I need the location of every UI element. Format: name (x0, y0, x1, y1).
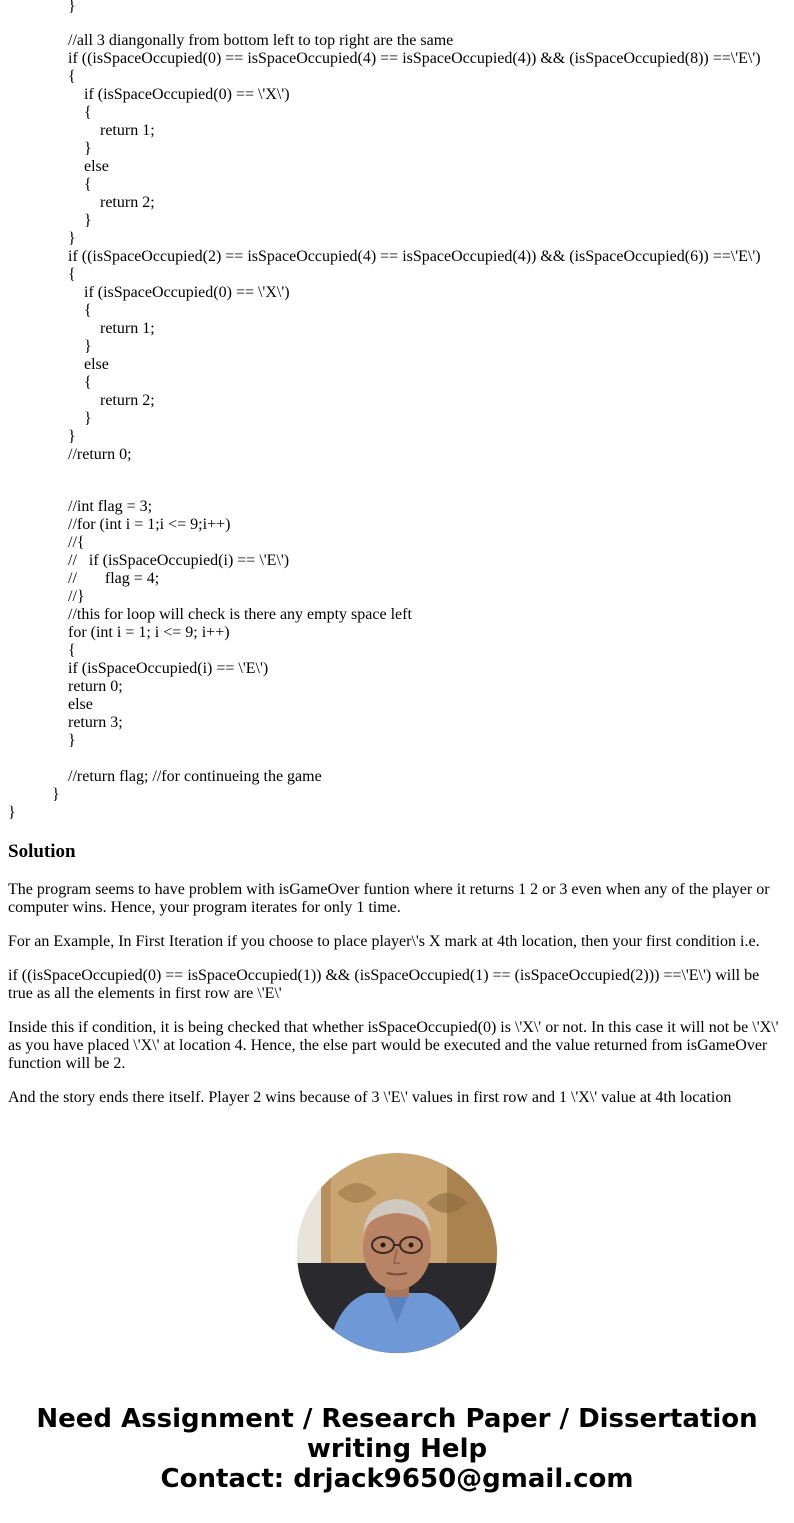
code-line: //int flag = 3; (68, 498, 153, 515)
solution-paragraph: For an Example, In First Iteration if you choose to place player\'s X mark at 4th location, then your first condition i.e. (8, 933, 760, 950)
contact-email[interactable]: Contact: drjack9650@gmail.com (160, 1464, 634, 1494)
solution-paragraph: And the story ends there itself. Player 2 wins because of 3 \'E\' values in first row and 1 \'X\' value at 4th location (8, 1089, 732, 1106)
code-line: //} (68, 588, 85, 605)
code-line: { (68, 642, 76, 659)
code-line: if ((isSpaceOccupied(0) == isSpaceOccupied(4) == isSpaceOccupied(4)) && (isSpaceOccupied(8)) ==\'E\') (68, 50, 761, 67)
code-line: //return flag; //for continueing the game (68, 768, 322, 785)
code-line: { (68, 68, 76, 85)
code-line: { (84, 302, 92, 319)
code-line: { (68, 266, 76, 283)
code-line: //return 0; (68, 446, 132, 463)
author-portrait (297, 1153, 497, 1353)
code-line: // if (isSpaceOccupied(i) == \'E\') (68, 552, 290, 569)
code-line: } (68, 0, 76, 15)
code-line: return 2; (100, 194, 155, 211)
code-line: } (52, 786, 60, 803)
code-line: return 1; (100, 122, 155, 139)
code-line: return 0; (68, 678, 123, 695)
code-line: return 3; (68, 714, 123, 731)
help-headline: Need Assignment / Research Paper / Dissertation writing Help (36, 1404, 758, 1464)
author-avatar (297, 1153, 497, 1353)
code-line: { (84, 176, 92, 193)
code-line: } (84, 140, 92, 157)
code-line: } (68, 732, 76, 749)
code-line: if ((isSpaceOccupied(2) == isSpaceOccupied(4) == isSpaceOccupied(4)) && (isSpaceOccupied(6)) ==\'E\') (68, 248, 761, 265)
code-line: // flag = 4; (68, 570, 160, 587)
code-line: } (84, 212, 92, 229)
code-line: //this for loop will check is there any empty space left (68, 606, 412, 623)
code-line: //{ (68, 534, 85, 551)
code-line: { (84, 374, 92, 391)
code-line: else (84, 158, 109, 175)
code-line: return 2; (100, 392, 155, 409)
code-line: } (84, 410, 92, 427)
code-line: } (84, 338, 92, 355)
code-line: else (68, 696, 93, 713)
code-line: if (isSpaceOccupied(0) == \'X\') (84, 86, 290, 103)
code-line: return 1; (100, 320, 155, 337)
code-line: } (68, 428, 76, 445)
solution-paragraph: if ((isSpaceOccupied(0) == isSpaceOccupied(1)) && (isSpaceOccupied(1) == (isSpaceOccupied(2))) ==\'E\') will be true as all the elements in first row are \'E\' (8, 967, 760, 1002)
solution-paragraph: Inside this if condition, it is being checked that whether isSpaceOccupied(0) is \'X\' or not. In this case it will not be \'X\' as you have placed \'X\' at location 4. Hence, the else part would be executed and the value returned from isGameOver function will be 2. (8, 1019, 779, 1072)
solution-heading: Solution (8, 841, 76, 862)
contact-banner (0, 1404, 794, 1494)
solution-paragraph: The program seems to have problem with isGameOver funtion where it returns 1 2 or 3 even when any of the player or computer wins. Hence, your program iterates for only 1 time. (8, 881, 770, 916)
code-line: else (84, 356, 109, 373)
code-line: { (84, 104, 92, 121)
code-line: for (int i = 1; i <= 9; i++) (68, 624, 230, 641)
code-line: if (isSpaceOccupied(i) == \'E\') (68, 660, 269, 677)
code-line: } (68, 230, 76, 247)
code-line: //all 3 diangonally from bottom left to top right are the same (68, 32, 454, 49)
code-line: } (8, 804, 16, 821)
code-line: if (isSpaceOccupied(0) == \'X\') (84, 284, 290, 301)
code-line: //for (int i = 1;i <= 9;i++) (68, 516, 231, 533)
